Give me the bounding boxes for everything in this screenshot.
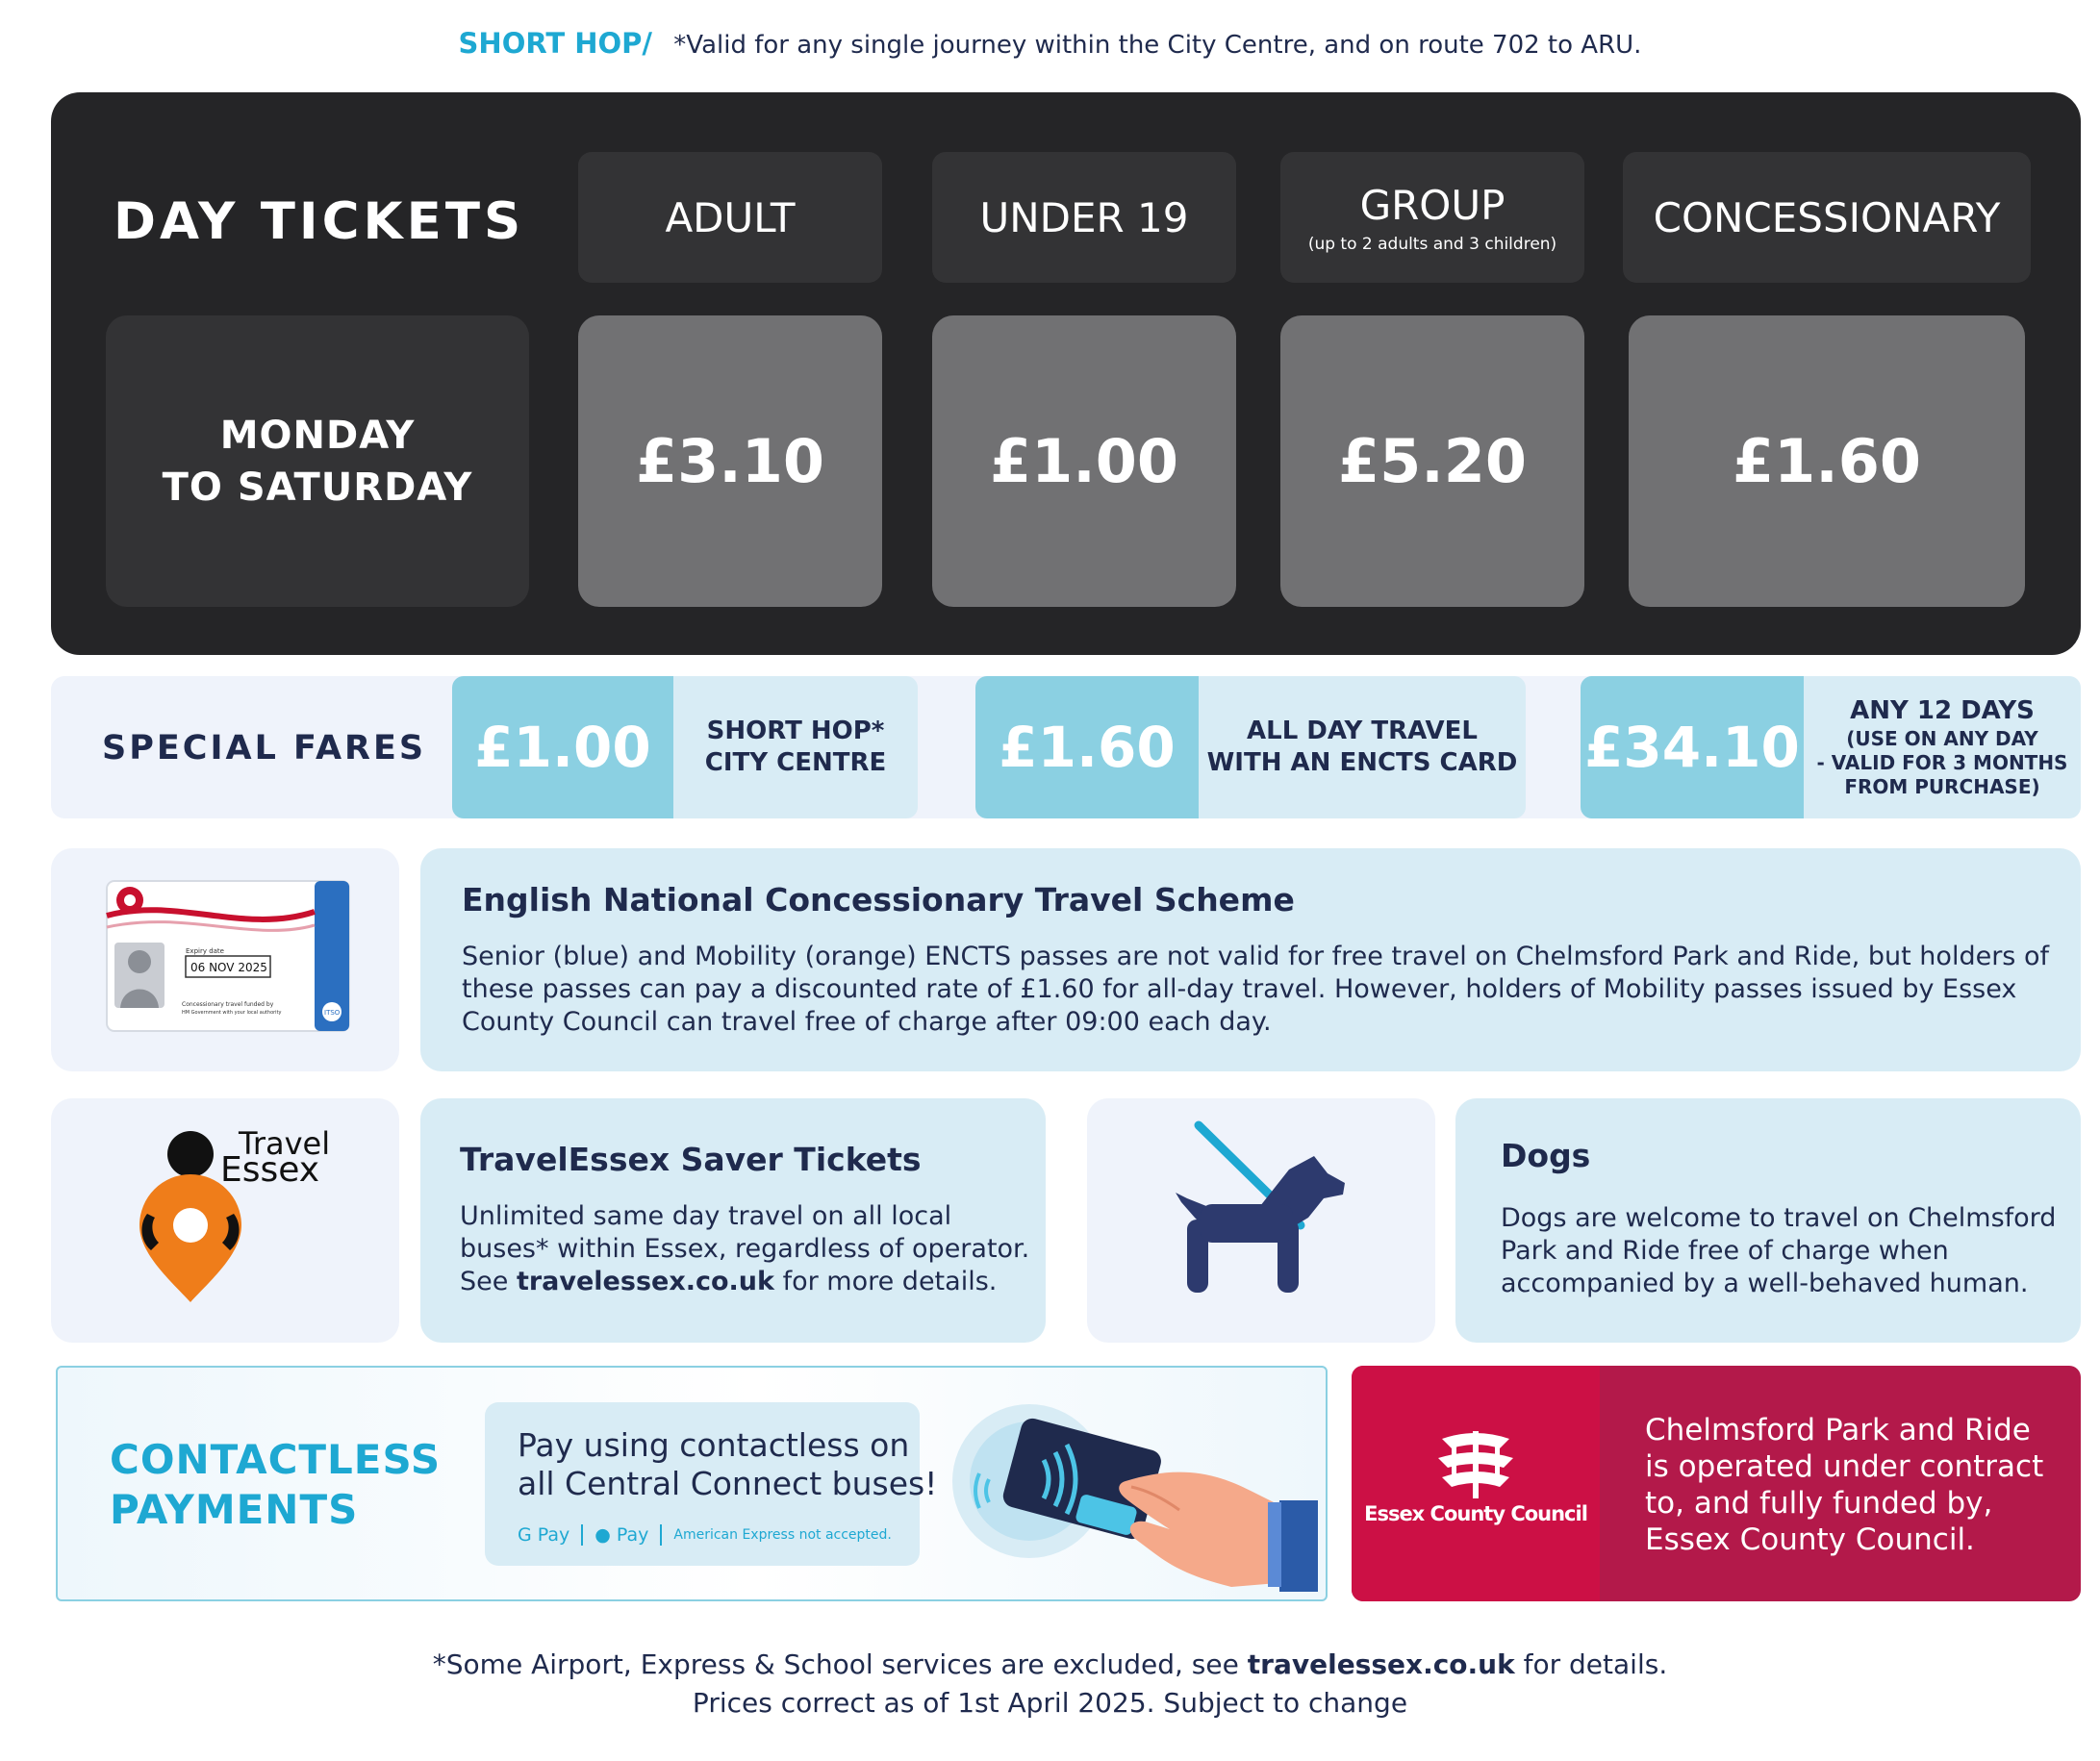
special-fare-line: - VALID FOR 3 MONTHS [1816, 751, 2068, 774]
column-header-label: ADULT [665, 193, 796, 241]
footer-link[interactable]: travelessex.co.uk [1247, 1648, 1515, 1680]
contactless-text-line: all Central Connect buses! [518, 1465, 938, 1502]
day-tickets-title: DAY TICKETS [114, 192, 525, 251]
card-fine-print: HM Government with your local authority [182, 1010, 282, 1016]
google-pay-logo: G Pay [518, 1524, 570, 1546]
column-header-label: UNDER 19 [979, 193, 1189, 241]
special-fare-line: WITH AN ENCTS CARD [1206, 748, 1518, 777]
footer-text: *Some Airport, Express & School services are excluded, see [432, 1648, 1248, 1680]
column-header-adult [578, 152, 882, 283]
special-fare-line: ALL DAY TRAVEL [1247, 717, 1478, 745]
apple-pay-logo [595, 1524, 648, 1546]
special-fares-title: SPECIAL FARES [102, 729, 427, 767]
special-fare-line: CITY CENTRE [704, 748, 887, 777]
essex-council-text-line: is operated under contract [1645, 1449, 2044, 1484]
contactless-title-line: CONTACTLESS [110, 1436, 442, 1483]
encts-title: English National Concessionary Travel Scheme [462, 881, 1295, 918]
column-header-sub: (up to 2 adults and 3 children) [1307, 234, 1557, 254]
dogs-title: Dogs [1501, 1137, 1591, 1174]
encts-body-line: County Council can travel free of charge after 09:00 each day. [462, 1007, 1272, 1037]
special-fare-price-12-days: £34.10 [1581, 676, 1804, 818]
encts-card-panel [51, 848, 399, 1071]
dogs-body [1501, 1202, 2056, 1300]
column-header-group [1280, 152, 1584, 283]
travel-essex-body-line [460, 1266, 1029, 1298]
contactless-text [518, 1426, 937, 1503]
row-label-line-1: MONDAY [219, 413, 416, 458]
contactless-title [110, 1435, 441, 1535]
essex-council-text-line: Essex County Council. [1645, 1522, 1975, 1557]
short-hop-text: *Valid for any single journey within the City Centre, and on route 702 to ARU. [673, 31, 1642, 60]
essex-council-text-line: to, and fully funded by, [1645, 1486, 1993, 1521]
travel-essex-logo-panel [51, 1098, 399, 1343]
encts-body-line: Senior (blue) and Mobility (orange) ENCTS passes are not valid for free travel on Chelmsford Park and Ride, but holders of [462, 942, 2049, 971]
dog-icon-panel [1087, 1098, 1435, 1343]
card-expiry-date: 06 NOV 2025 [190, 961, 267, 974]
short-hop-note [0, 27, 2100, 60]
special-fare-desc-encts [1199, 676, 1526, 818]
separator [660, 1524, 662, 1546]
essex-council-text-line: Chelmsford Park and Ride [1645, 1413, 2031, 1447]
contactless-card-hand-illustration [943, 1385, 1328, 1601]
footer-prices-note: Prices correct as of 1st April 2025. Subject to change [692, 1687, 1408, 1719]
travel-essex-more-text: for more details. [774, 1267, 998, 1296]
essex-council-logo-text: Essex County Council [1364, 1502, 1587, 1525]
column-header-under-19 [932, 152, 1236, 283]
encts-body-line: these passes can pay a discounted rate of £1.60 for all-day travel. However, holders of Mobility passes issued by Essex [462, 974, 2017, 1004]
dog-on-lead-icon [1087, 1098, 1435, 1343]
card-fine-print: Concessionary travel funded by [182, 1001, 274, 1008]
travel-essex-see-text: See [460, 1267, 517, 1296]
travel-essex-body-line: Unlimited same day travel on all local [460, 1201, 952, 1231]
travel-essex-body [460, 1200, 1029, 1298]
essex-council-logo-panel [1352, 1366, 1600, 1601]
row-label-line-2: TO SATURDAY [162, 465, 473, 510]
price-concessionary: £1.60 [1629, 315, 2025, 607]
dogs-body-line: Park and Ride free of charge when [1501, 1236, 1949, 1266]
price-adult: £3.10 [578, 315, 882, 607]
special-fare-line: FROM PURCHASE) [1844, 775, 2040, 798]
travel-essex-logo-line2: Essex [220, 1150, 320, 1190]
special-fare-desc-short-hop [673, 676, 918, 818]
column-header-concessionary [1623, 152, 2031, 283]
contactless-title-line: PAYMENTS [110, 1486, 359, 1533]
special-fare-line: ANY 12 DAYS [1850, 696, 2035, 725]
payment-methods [518, 1524, 892, 1546]
special-fare-desc-12-days [1804, 676, 2081, 818]
price-group: £5.20 [1280, 315, 1584, 607]
price-under-19: £1.00 [932, 315, 1236, 607]
footer-text: for details. [1514, 1648, 1668, 1680]
contactless-text-line: Pay using contactless on [518, 1426, 910, 1464]
separator [581, 1524, 583, 1546]
travel-essex-body-line: buses* within Essex, regardless of operator. [460, 1234, 1030, 1264]
travel-essex-logo-line1: Travel [239, 1125, 331, 1162]
special-fare-price-short-hop: £1.00 [452, 676, 673, 818]
special-fare-line: SHORT HOP* [706, 717, 885, 745]
column-header-label: GROUP [1359, 181, 1505, 229]
apple-icon: ● [595, 1524, 611, 1546]
row-label-monday-to-saturday [106, 315, 529, 607]
travel-essex-title: TravelEssex Saver Tickets [460, 1141, 922, 1178]
essex-council-text [1645, 1412, 2043, 1558]
dogs-body-line: accompanied by a well-behaved human. [1501, 1269, 2029, 1298]
special-fare-line: (USE ON ANY DAY [1846, 727, 2038, 750]
column-header-label: CONCESSIONARY [1653, 193, 2001, 241]
essex-council-crest-icon [1352, 1412, 1600, 1547]
card-expiry-label: Expiry date [186, 947, 224, 955]
footer-note [0, 1648, 2100, 1680]
card-itso-badge: ITSO [324, 1009, 341, 1017]
concession-pass-card-image [51, 848, 399, 1071]
amex-note: American Express not accepted. [673, 1527, 892, 1543]
dogs-body-line: Dogs are welcome to travel on Chelmsford [1501, 1203, 2057, 1233]
short-hop-label: SHORT HOP/ [458, 27, 653, 60]
travel-essex-logo [51, 1098, 399, 1343]
special-fare-price-encts: £1.60 [975, 676, 1199, 818]
travel-essex-link[interactable]: travelessex.co.uk [516, 1267, 774, 1296]
encts-body [462, 941, 2049, 1039]
apple-pay-text: Pay [610, 1524, 649, 1546]
